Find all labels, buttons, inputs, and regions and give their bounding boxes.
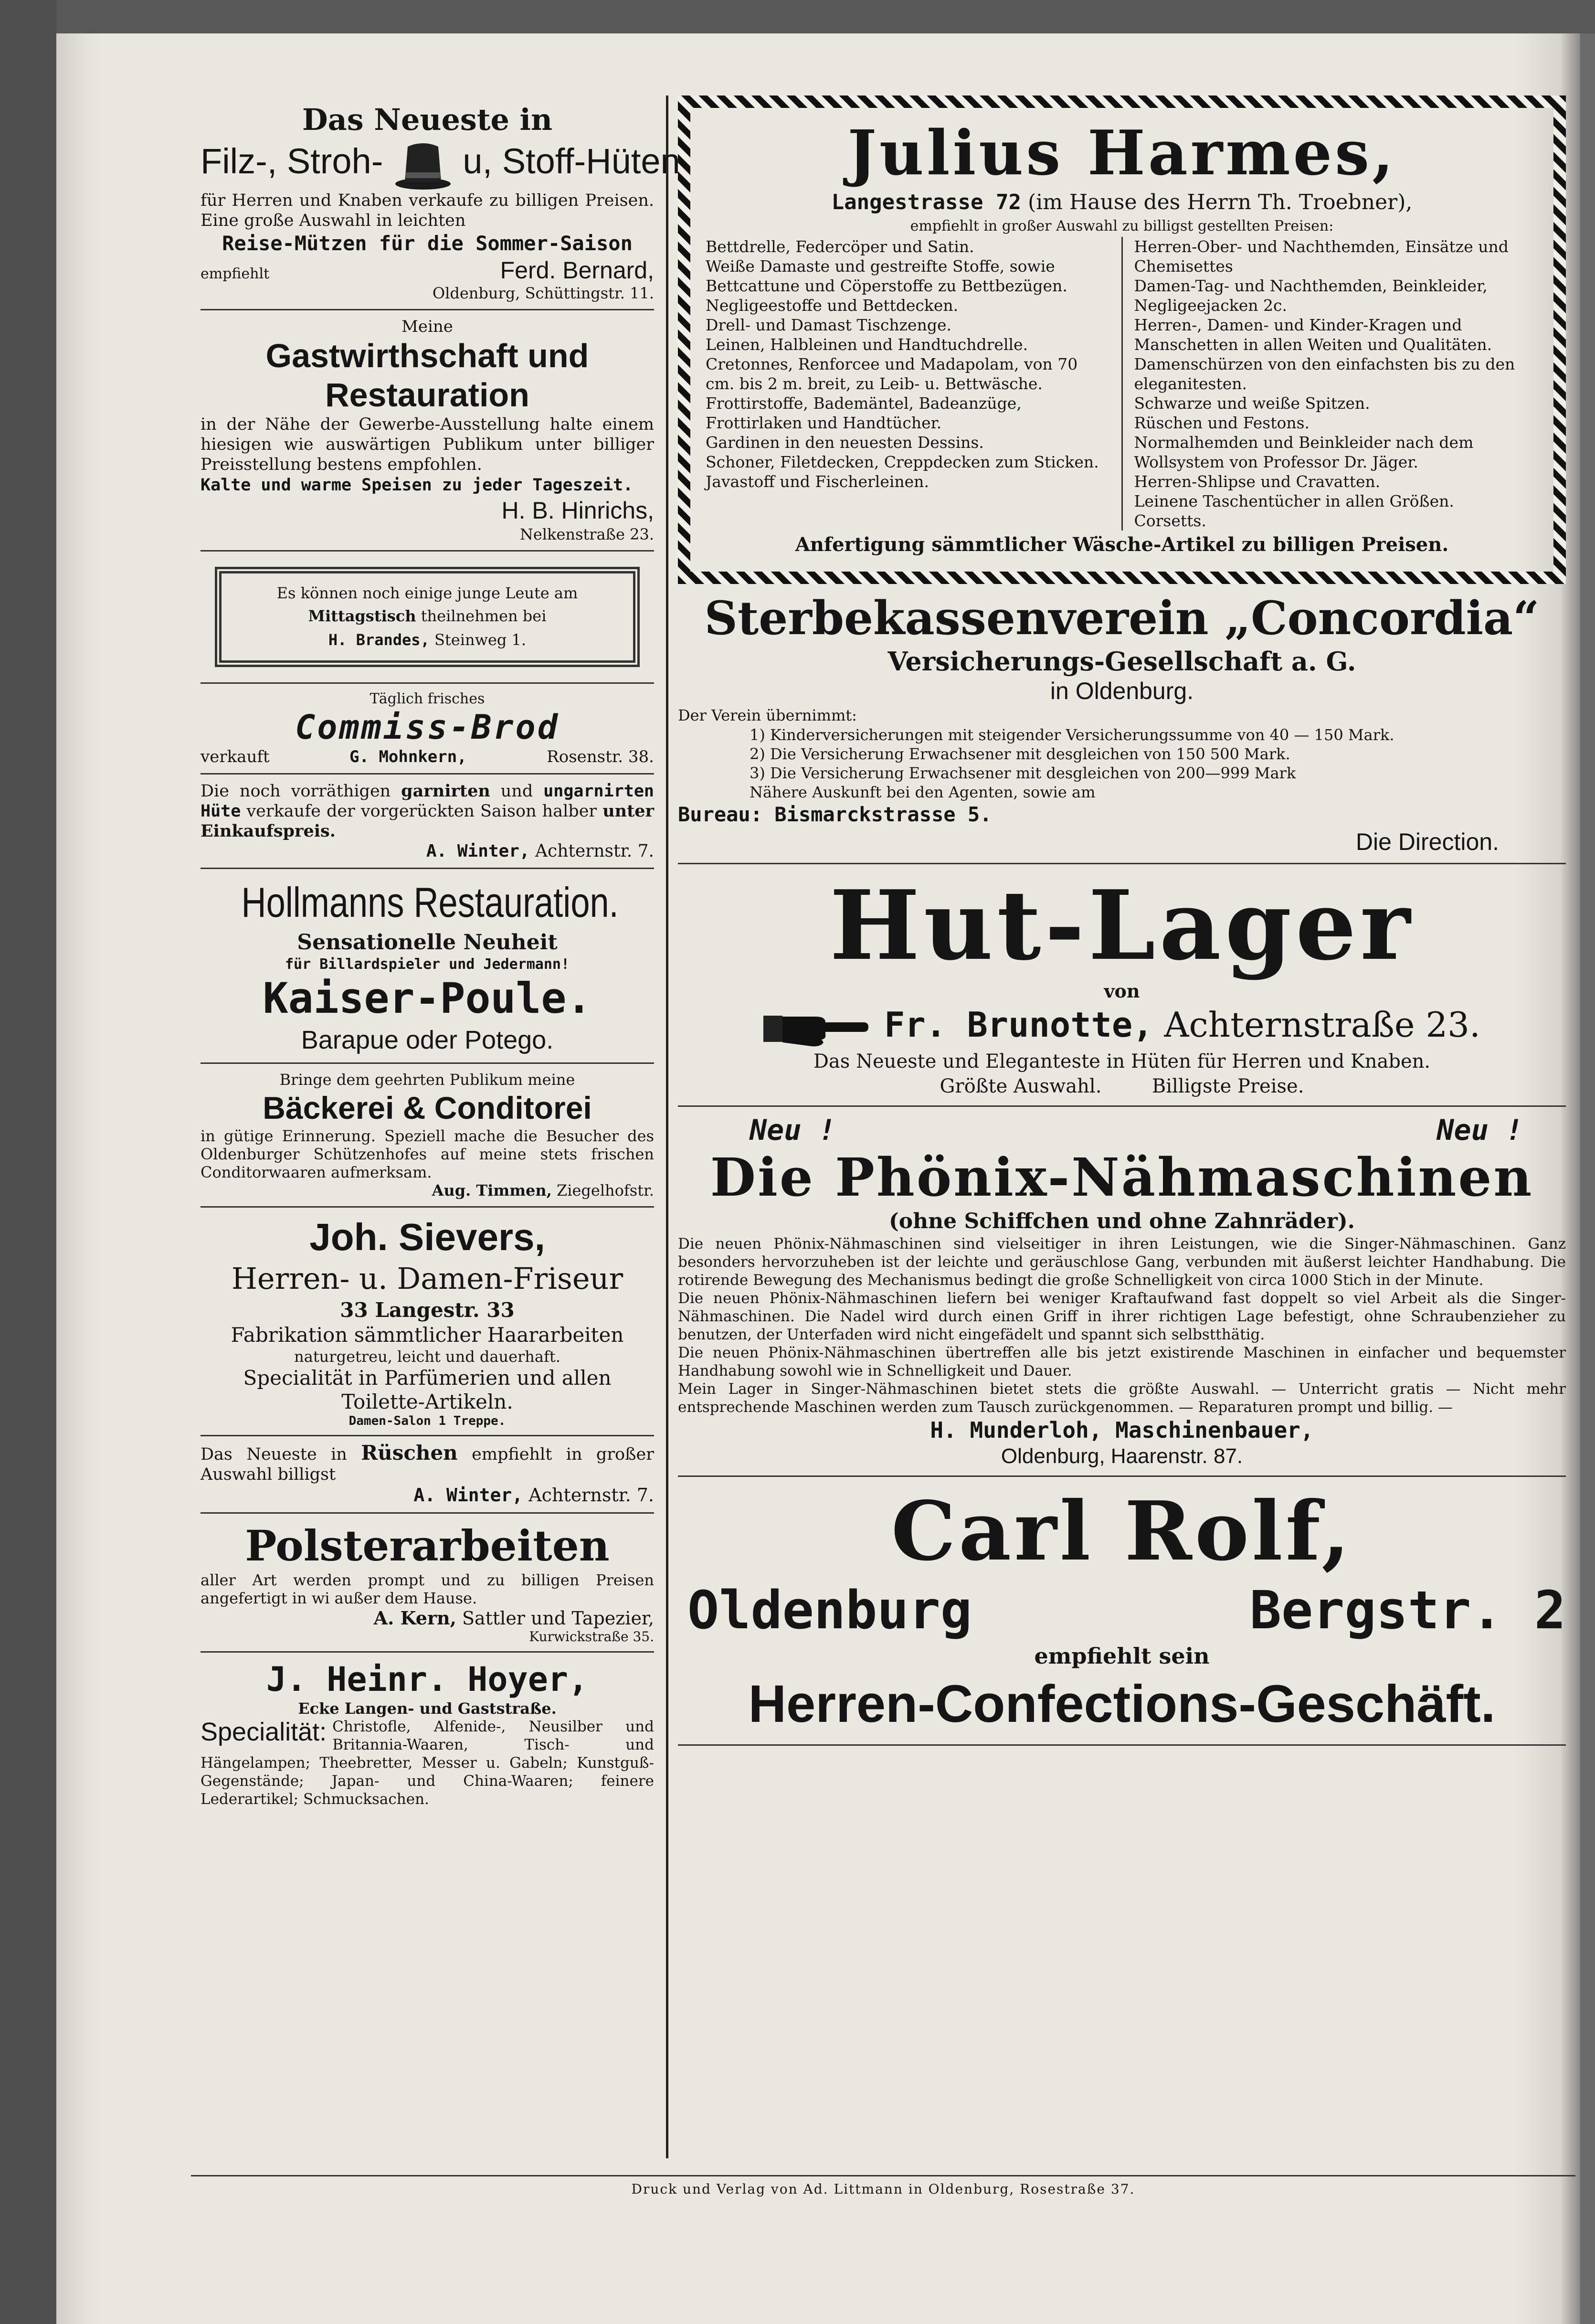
ad-label: Bringe dem geehrten Publikum meine (279, 1070, 575, 1089)
ad-address: Achternstr. 7. (535, 841, 654, 861)
ad-hinrichs-restaurant (201, 310, 654, 552)
list-item: Corsetts. (1134, 511, 1206, 530)
ad-address: Ziegelhofstr. (556, 1181, 654, 1199)
ad-brandes-lunch (201, 552, 654, 684)
ad-merchant: H. B. Hinrichs, (501, 497, 654, 524)
ad-address: Nelkenstraße 23. (519, 525, 654, 543)
ad-address: Langestrasse 72 (831, 190, 1021, 214)
ad-bernard-hats (201, 96, 680, 310)
ad-highlight: Kalte und warme Speisen zu jeder Tageszeit. (201, 475, 634, 495)
ad-label: Täglich frisches (370, 690, 485, 707)
list-item: Bettdrelle, Federcöper und Satin. (706, 237, 974, 256)
ad-highlight: Specialität: (201, 1717, 327, 1746)
ad-highlight: Reise-Mützen für die Sommer-Saison (222, 231, 633, 255)
ad-heading: u, Stoff-Hüten (463, 141, 680, 181)
list-divider (1121, 237, 1123, 531)
ad-mohnkern-bread: Täglich frisches Commiss-Brod verkauft G. Mohnkern, Rosenstr. 38. (201, 684, 654, 775)
ad-heading: Polsterarbeiten (245, 1520, 610, 1571)
list-item: Herren-Ober- und Nachthemden, Einsätze und Chemisettes (1134, 237, 1509, 276)
ad-signature: Die Direction. (1355, 828, 1499, 855)
ad-body: Die neuen Phönix-Nähmaschinen übertreffen alle bis jetzt existirende Maschinen in einfacher und bequemster Handhabung sowohl wie in Schnelligkeit und Dauer. (678, 1344, 1566, 1380)
ad-label: empfiehlt sein (1034, 1643, 1210, 1669)
ad-location: Oldenburg (687, 1580, 972, 1641)
ad-body: in gütige Erinnerung. Speziell mache die Besucher des Oldenburger Schützenhofes auf meine stets frischen Conditorwaaren aufmerksam. (201, 1126, 654, 1181)
ad-body: für Billardspieler und Jedermann! (285, 955, 570, 973)
ad-address: Kurwickstraße 35. (529, 1628, 654, 1645)
right-column (678, 96, 1566, 1746)
list-item: Schwarze und weiße Spitzen. (1134, 394, 1370, 413)
ad-location: in Oldenburg. (1050, 678, 1194, 704)
list-item: Rüschen und Festons. (1134, 414, 1310, 432)
ad-address: 33 Langestr. 33 (340, 1298, 515, 1322)
ad-heading: Gastwirthschaft und Restauration (265, 337, 589, 414)
ad-footer: Anfertigung sämmtlicher Wäsche-Artikel zu billigen Preisen. (795, 533, 1449, 556)
ad-address: Bureau: Bismarckstrasse 5. (678, 803, 992, 826)
ad-heading: Bäckerei & Conditorei (263, 1090, 592, 1125)
product-list (706, 237, 1538, 531)
ad-body: Größte Auswahl. (940, 1075, 1102, 1097)
boxed-notice: Es können noch einige junge Leute am Mittagstisch theilnehmen bei H. Brandes, Steinweg 1. (215, 567, 640, 667)
ad-body: Die neuen Phönix-Nähmaschinen liefern bei weniger Kraftaufwand fast doppelt so viel Arbeit als die Singer-Nähmaschinen. Die Nadel wird durch einen Griff in ihrer richtigen Lage befestigt, ohne Schraubenzieher zu benutzen, der Unterfaden wird nicht eingefädelt und spannt sich selbstthätig. (678, 1290, 1566, 1343)
ad-body: Das Neueste und Eleganteste in Hüten für Herren und Knaben. (813, 1051, 1431, 1072)
list-item: 1) Kinderversicherungen mit steigender Versicherungssumme von 40 — 150 Mark. (750, 726, 1394, 744)
ad-merchant: Fr. Brunotte, (884, 1005, 1153, 1045)
product-list-col-2 (1134, 237, 1539, 531)
ad-body: Christofle, Alfenide-, Neusilber und Britannia-Waaren, Tisch- und Hängelampen; Theebretter, Messer u. Gabeln; Kunstguß-Gegenstände; Japan- und China-Waaren; feinere Lederartikel; Schmucksachen. (201, 1718, 654, 1808)
ad-subheading: Herren-Confections-Geschäft. (748, 1675, 1496, 1733)
ad-merchant: A. Winter, (413, 1484, 523, 1506)
ad-heading: Kaiser-Poule. (263, 973, 592, 1023)
ad-heading: Das Neueste in (302, 102, 553, 137)
list-item: Negligeestoffe und Bettdecken. (706, 296, 959, 315)
list-item: Weiße Damaste und gestreifte Stoffe, sowie Bettcattune und Cöperstoffe zu Bettbezügen. (706, 257, 1067, 295)
list-item: Javastoff und Fischerleinen. (706, 472, 929, 491)
list-item: Frottirstoffe, Bademäntel, Badeanzüge, Frottirlaken und Handtücher. (706, 394, 1022, 432)
ad-heading: Die Phönix-Nähmaschinen (710, 1146, 1534, 1208)
top-hat-icon (394, 138, 452, 191)
scan-border-top (0, 0, 1595, 33)
ad-label: Meine (401, 317, 453, 336)
ad-merchant: H. Munderloh, Maschinenbauer, (930, 1417, 1314, 1443)
ad-subheading: Versicherungs-Gesellschaft a. G. (887, 646, 1356, 677)
ad-sievers-barber (201, 1208, 654, 1436)
ad-label: empfiehlt (201, 265, 270, 282)
ad-subheading: (ohne Schiffchen und ohne Zahnräder). (888, 1209, 1355, 1233)
ad-concordia-insurance (678, 584, 1566, 864)
ad-kern-upholstery: Polsterarbeiten aller Art werden prompt und zu billigen Preisen angefertigt in wi außer dem Hause. A. Kern, Sattler und Tapezier, Kurwickstraße 35. (201, 1514, 654, 1653)
ad-body: Billigste Preise. (1151, 1075, 1304, 1097)
ad-heading: Hut-Lager (829, 870, 1415, 982)
ad-heading: Carl Rolf, (891, 1484, 1353, 1579)
ad-address: Oldenburg, Schüttingstr. 11. (432, 284, 654, 302)
list-item: Gardinen in den neuesten Dessins. (706, 433, 984, 452)
ad-munderloh-sewing-machines (678, 1107, 1566, 1477)
product-list-col-1 (706, 237, 1110, 531)
ad-merchant: A. Winter, (426, 841, 530, 861)
ad-heading: Commiss-Brod (295, 707, 560, 747)
ad-brunotte-hats (678, 864, 1566, 1107)
ad-badge: Neu ! (1437, 1114, 1523, 1147)
ad-address: Ecke Langen- und Gaststraße. (298, 1699, 557, 1718)
ad-hollmann-restaurant (201, 869, 654, 1064)
ad-winter-rueschen: Das Neueste in Rüschen empfiehlt in großer Auswahl billigst A. Winter, Achternstr. 7. (201, 1436, 654, 1514)
ad-body: Specialität in Parfümerien und allen Toilette-Artikeln. (243, 1366, 612, 1413)
list-item: Herren-, Damen- und Kinder-Kragen und Manschetten in allen Weiten und Qualitäten. (1134, 316, 1492, 354)
ad-badge: Neu ! (750, 1114, 836, 1147)
ad-body: Fabrikation sämmtlicher Haararbeiten (231, 1323, 624, 1347)
ad-address: Rosenstr. 38. (547, 747, 654, 766)
ad-body: Nähere Auskunft bei den Agenten, sowie am (750, 783, 1096, 801)
list-item: Leinene Taschentücher in allen Größen. (1134, 492, 1454, 510)
list-item: 2) Die Versicherung Erwachsener mit desgleichen von 150 500 Mark. (750, 745, 1290, 763)
ad-heading: Filz-, Stroh- (201, 141, 383, 181)
ad-heading: Julius Harmes, (847, 117, 1396, 189)
ad-hoyer-goods (201, 1653, 654, 1815)
ad-highlight: Sensationelle Neuheit (297, 930, 558, 955)
ad-address: Achternstr. 7. (528, 1484, 654, 1506)
imprint-footer: Druck und Verlag von Ad. Littmann in Oldenburg, Rosestraße 37. (191, 2175, 1575, 2197)
left-column (201, 96, 680, 1815)
ad-merchant: Aug. Timmen, (432, 1181, 552, 1199)
pointing-hand-icon (763, 1006, 868, 1049)
list-item: Drell- und Damast Tischzenge. (706, 316, 951, 334)
ad-heading: Hollmanns Restauration. (241, 878, 619, 926)
ad-address: Oldenburg, Haarenstr. 87. (1001, 1444, 1243, 1468)
list-item: Herren-Shlipse und Cravatten. (1134, 472, 1381, 491)
ad-rolf-confections (678, 1477, 1566, 1746)
ad-harmes-linen: Julius Harmes, Langestrasse 72 (im Hause des Herrn Th. Troebner), empfiehlt in großer Auswahl zu billigst gestellten Preisen: Bettdrelle, Federcöper und Satin. Weiße Damaste und gestreifte Stoffe, sowie Bettcattune und Cöperstoffe zu Bettbezügen. Negligeestoffe und Bettdecken. Drell- und Damast Tischzenge. Leinen, Halbleinen und Handtuchdrelle. Cretonnes, Renforcee und Madapolam, von 70 cm. bis 2 m. breit, zu Leib- u. Bettwäsche. Frottirstoffe, Bademäntel, Badeanzüge, Frottirlaken und Handtücher. Gardinen in den neuesten Dessins. Schoner, Filetdecken, Creppdecken zum Sticken. Javastoff und Fischerleinen. Herren-Ober- und Nachthemden, Einsätze und Chemisettes Damen-Tag- und Nachthemden, Beinkleider, Negligeejacken 2c. Herren-, Damen- und Kinder-Kragen und Manschetten in allen Weiten und Qualitäten. Damenschürzen von den einfachsten bis zu den eleganitesten. Schwarze und weiße Spitzen. Rüschen und Festons. Normalhemden und Beinkleider nach dem Wollsystem von Professor Dr. Jäger. Herren-Shlipse und Cravatten. Leinene Taschentücher in allen Größen. Corsetts. Anfertigung sämmtlicher Wäsche-Artikel zu billigen Preisen. (678, 96, 1566, 584)
list-item: Normalhemden und Beinkleider nach dem Wollsystem von Professor Dr. Jäger. (1134, 433, 1474, 471)
ad-body: aller Art werden prompt und zu billigen Preisen angefertigt in wi außer dem Hause. (201, 1571, 654, 1607)
list-item: 3) Die Versicherung Erwachsener mit desgleichen von 200—999 Mark (750, 764, 1296, 782)
ad-body: Der Verein übernimmt: (678, 706, 857, 724)
ad-body: in der Nähe der Gewerbe-Ausstellung halte einem hiesigen wie auswärtigen Publikum unter billiger Preisstellung bestens empfohlen. (201, 414, 654, 474)
scan-border-left (0, 0, 56, 2324)
ad-winter-hats: Die noch vorräthigen garnirten und ungarnirten Hüte verkaufe der vorgerückten Saison halber unter Einkaufspreis. A. Winter, Achternstr. 7. (201, 775, 654, 869)
ad-body: empfiehlt in großer Auswahl zu billigst gestellten Preisen: (910, 218, 1334, 234)
ad-label: von (1104, 980, 1140, 1002)
list-item: Cretonnes, Renforcee und Madapolam, von 70 cm. bis 2 m. breit, zu Leib- u. Bettwäsche. (706, 355, 1078, 393)
ad-address: Achternstraße 23. (1164, 1005, 1480, 1045)
ad-note: Damen-Salon 1 Treppe. (349, 1413, 506, 1428)
ad-merchant: A. Kern, (373, 1607, 456, 1629)
ad-body: für Herren und Knaben verkaufe zu billigen Preisen. Eine große Auswahl in leichten (201, 191, 654, 230)
ad-body: Die neuen Phönix-Nähmaschinen sind vielseitiger in ihren Leistungen, wie die Singer-Nähmaschinen. Ganz besonders hervorzuheben ist der leichte und geräuschlose Gang, verbunden mit äußerst leichter Handhabung. Die rotirende Bewegung des Mechanismus bedingt die große Schnelligkeit von circa 1000 Stich in der Minute. (678, 1235, 1566, 1289)
page-spine-shadow (56, 33, 109, 2324)
ad-heading: Sterbekassenverein „Concordia“ (704, 591, 1540, 645)
ad-subheading: Herren- u. Damen-Friseur (231, 1261, 623, 1296)
ad-body: Mein Lager in Singer-Nähmaschinen bietet stets die größte Auswahl. — Unterricht gratis — Nicht mehr entsprechende Maschinen werden zum Tausch zurückgenommen. — Reparaturen prompt und billig. — (678, 1380, 1566, 1416)
list-item: Leinen, Halbleinen und Handtuchdrelle. (706, 335, 1028, 354)
ad-address: Bergstr. 2 (1249, 1580, 1566, 1641)
list-item: Damenschürzen von den einfachsten bis zu den eleganitesten. (1134, 355, 1515, 393)
ad-merchant: Ferd. Bernard, (500, 256, 654, 284)
list-item: Schoner, Filetdecken, Creppdecken zum Sticken. (706, 453, 1099, 471)
column-divider (666, 96, 668, 2158)
ad-merchant: G. Mohnkern, (349, 747, 467, 766)
ad-heading: Joh. Sievers, (309, 1215, 545, 1258)
list-item: Damen-Tag- und Nachthemden, Beinkleider, Negligeejacken 2c. (1134, 276, 1488, 315)
ad-heading: J. Heinr. Hoyer, (266, 1659, 589, 1699)
ad-timmen-bakery (201, 1064, 654, 1208)
ad-body: naturgetreu, leicht und dauerhaft. (294, 1347, 560, 1366)
ad-subheading: Barapue oder Potego. (301, 1025, 554, 1054)
